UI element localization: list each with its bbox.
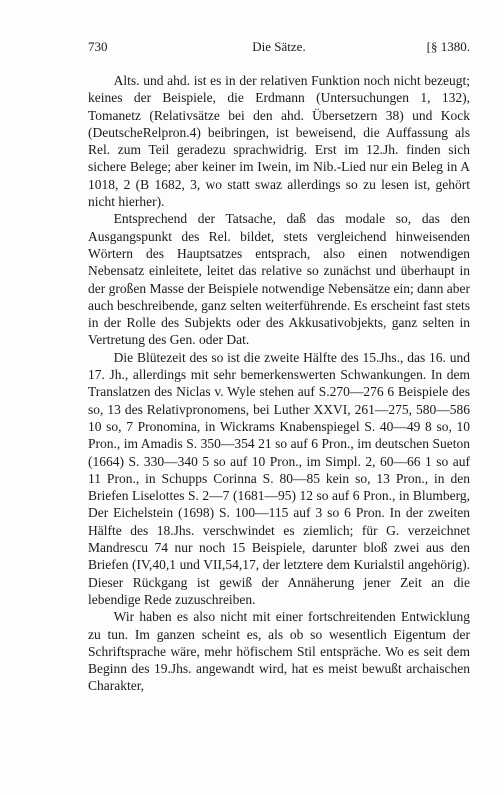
paragraph-1: Alts. und ahd. ist es in der relativen Funktion noch nicht bezeugt; keines der Beispiele, die Erdmann (Untersuchungen 1, 132), Tomanetz (Relativsätze bei den ahd. Übersetzern 38) und Kock (DeutscheRelpron.4) beibringen, ist beweisend, die Auffassung als Rel. zum Teil geradezu sprachwidrig. Erst im 12.Jh. finden sich sichere Belege; aber keiner im Iwein, im Nib.-Lied nur ein Beleg in A 1018, 2 (B 1682, 3, wo statt swaz allerdings so zu lesen ist, gehört nicht hierher). xyxy=(88,73,470,210)
body-text xyxy=(88,72,470,695)
page-number: 730 xyxy=(88,39,108,54)
paragraph-3: Die Blütezeit des so ist die zweite Hälfte des 15.Jhs., das 16. und 17. Jh., allerdings mit sehr bemerkenswerten Schwankungen. In dem Translatzen des Niclas v. Wyle stehen auf S.270—276 6 Beispiele des so, 13 des Relativpronomens, bei Luther XXVI, 261—275, 580—586 10 so, 7 Pronomina, in Wickrams Knabenspiegel S. 40—49 8 so, 10 Pron., im Amadis S. 350—354 21 so auf 6 Pron., im deutschen Sueton (1664) S. 330—340 5 so auf 10 Pron., im Simpl. 2, 60—66 1 so auf 11 Pron., in Schupps Corinna S. 80—85 kein so, 13 Pron., in den Briefen Liselottes S. 2—7 (1681—95) 12 so auf 6 Pron., in Blumberg, Der Eichelstein (1698) S. 100—115 auf 3 so 6 Pron. In der zweiten Hälfte des 18.Jhs. verschwindet es ziemlich; für G. verzeichnet Mandrescu 74 nur noch 15 Beispiele, darunter bloß zwei aus den Briefen (IV,40,1 und VII,54,17, der letztere dem Kurialstil angehörig). Dieser Rückgang ist gewiß der Annäherung jener Zeit an die lebendige Rede zuzuschreiben. xyxy=(88,349,470,607)
paragraph-2: Entsprechend der Tatsache, daß das modale so, das den Ausgangspunkt des Rel. bildet, stets vergleichend hinweisenden Wörtern des Hauptsatzes entsprach, also einen notwendigen Nebensatz einleitete, leitet das relative so zunächst und überhaupt in der großen Masse der Beispiele notwendige Nebensätze ein; dann aber auch beschreibende, ganz selten weiterführende. Es erscheint fast stets in der Rolle des Subjekts oder des Akkusativobjekts, ganz selten in Vertretung des Gen. oder Dat. xyxy=(88,211,470,348)
running-head xyxy=(88,38,470,56)
paragraph-4: Wir haben es also nicht mit einer fortschreitenden Entwicklung zu tun. Im ganzen scheint es, als ob so wesentlich Eigentum der Schriftsprache wäre, mehr höfischem Stil entspräche. Wo es seit dem Beginn des 19.Jhs. angewandt wird, hat es meist bewußt archaischen Charakter, xyxy=(88,609,470,694)
section-number: [§ 1380. xyxy=(426,39,470,54)
chapter-title: Die Sätze. xyxy=(252,39,306,54)
